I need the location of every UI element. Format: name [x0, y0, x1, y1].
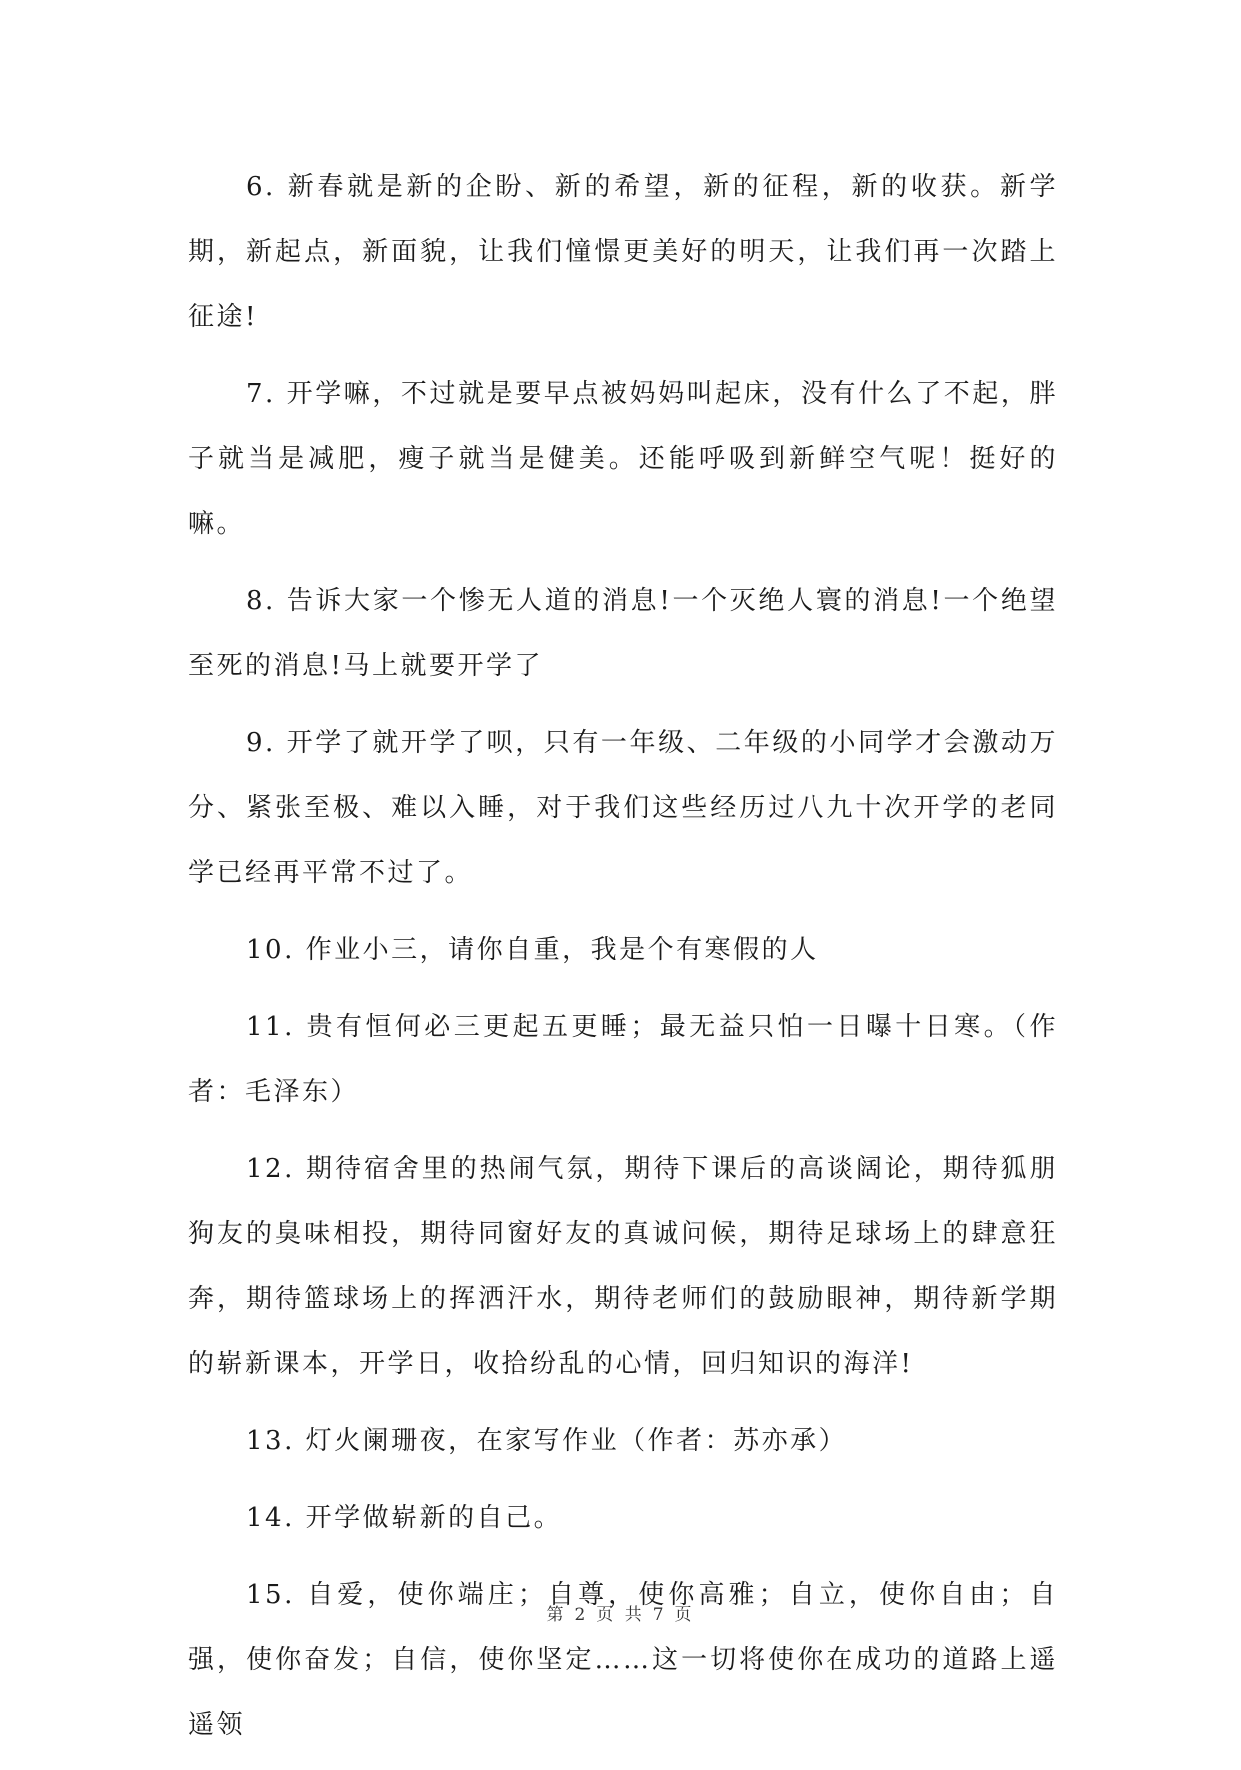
paragraph-14: 14. 开学做崭新的自己。 [246, 1503, 563, 1533]
footer-suffix: 页 [674, 1605, 695, 1625]
page-footer [0, 1600, 1241, 1625]
paragraph-10: 10. 作业小三，请你自重，我是个有寒假的人 [246, 935, 819, 965]
paragraph-8: 8. 告诉大家一个惨无人道的消息!一个灭绝人寰的消息!一个绝望至死的消息!马上就要开学了 [188, 586, 1058, 681]
paragraph-13: 13. 灯火阑珊夜，在家写作业（作者：苏亦承） [246, 1426, 848, 1456]
footer-middle: 页 共 [596, 1605, 645, 1625]
paragraph-11: 11. 贵有恒何必三更起五更睡；最无益只怕一日曝十日寒。（作者：毛泽东） [188, 1012, 1058, 1107]
paragraph-12: 12. 期待宿舍里的热闹气氛，期待下课后的高谈阔论，期待狐朋狗友的臭味相投，期待同窗好友的真诚问候，期待足球场上的肆意狂奔，期待篮球场上的挥洒汗水，期待老师们的鼓励眼神，期待新学期的崭新课本，开学日，收拾纷乱的心情，回归知识的海洋! [188, 1154, 1058, 1379]
paragraph-15: 15. 自爱，使你端庄；自尊，使你高雅；自立，使你自由；自强，使你奋发；自信，使你坚定……这一切将使你在成功的道路上遥遥领 [188, 1580, 1058, 1740]
paragraph-6: 6. 新春就是新的企盼、新的希望，新的征程，新的收获。新学期，新起点，新面貌，让我们憧憬更美好的明天，让我们再一次踏上征途! [188, 172, 1058, 332]
paragraph-9: 9. 开学了就开学了呗，只有一年级、二年级的小同学才会激动万分、紧张至极、难以入睡，对于我们这些经历过八九十次开学的老同学已经再平常不过了。 [188, 728, 1058, 888]
footer-current-page: 2 [574, 1605, 589, 1625]
footer-total-pages: 7 [652, 1605, 667, 1625]
paragraph-7: 7. 开学嘛，不过就是要早点被妈妈叫起床，没有什么了不起，胖子就当是减肥，瘦子就当是健美。还能呼吸到新鲜空气呢！挺好的嘛。 [188, 379, 1058, 539]
footer-prefix: 第 [546, 1605, 567, 1625]
document-body [188, 155, 1058, 1770]
